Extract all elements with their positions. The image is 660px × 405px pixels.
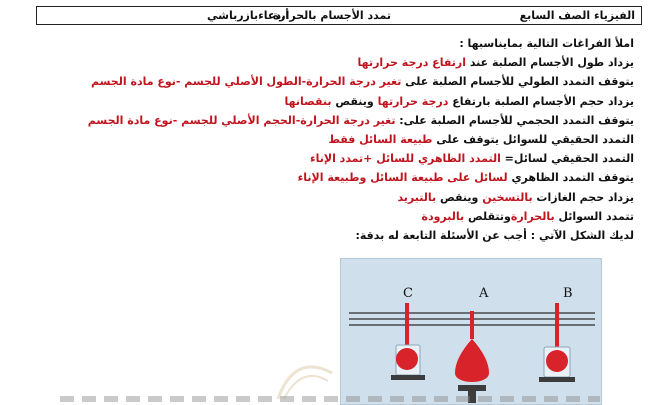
item-line [34,130,634,149]
item-question: يزداد طول الأجسام الصلبة عند [465,56,634,70]
item-question-2: وتتقلص [464,209,511,223]
item-answer: تغير درجة الحرارة-الحجم الأصلي للجسم -نوع مادة الجسم [87,113,396,127]
item-line [34,207,634,226]
item-question: التمدد الحقيقي لسائل= [500,152,634,166]
item-question: يتوقف التمدد الطولي للأجسام الصلبة على [401,75,634,89]
item-answer: درجة حرارتها [377,94,449,108]
item-answer: ارتفاع درجة حرارتها [357,56,466,70]
teacher-name: أ.دعاءبازرباشي [207,9,289,22]
item-question: التمدد الحقيقي للسوائل يتوقف على [432,132,634,146]
item-line [34,92,634,111]
item-answer-2: بالتبريد [397,190,437,204]
label-a: A [479,286,489,301]
thermal-expansion-figure [340,258,602,405]
item-answer-2: بنقصانها [284,94,332,108]
item-line [34,53,634,72]
fill-in-section [34,34,634,245]
item-question: يزداد حجم الغازات [532,190,634,204]
figure-question-line: لديك الشكل الآتي : أجب عن الأسئلة التابعة له بدقة: [355,228,634,242]
flask-b [539,303,575,382]
item-question: يزداد حجم الأجسام الصلبة بارتفاع [448,94,634,108]
item-answer: طبيعة السائل فقط [328,132,433,146]
label-c: C [403,286,413,301]
item-question-2: وينقص [331,94,378,108]
item-question: يتوقف التمدد الحجمي للأجسام الصلبة على: [395,113,634,127]
label-b: B [563,286,573,301]
instruction-line: املأ الفراغات التالية بمايناسبها : [459,37,634,50]
worksheet-header [36,6,642,25]
subject-grade: الفيزياء الصف السابع [519,9,635,22]
item-line [34,168,634,187]
item-answer: بالحرارة [510,209,555,223]
item-line [34,72,634,91]
item-answer-2: بالبرودة [421,209,465,223]
item-question: تتمدد السوائل [554,209,634,223]
item-question: يتوقف التمدد الظاهري [507,171,634,185]
item-line [34,149,634,168]
item-question-2: وينقص [436,190,483,204]
item-answer: بالتسخين [482,190,533,204]
flask-c [391,303,425,380]
item-answer: التمدد الظاهري للسائل +تمدد الإناء [310,152,501,166]
figure-drawing [341,259,602,405]
lesson-topic: تمدد الأجسام بالحرارة [272,9,391,22]
item-line [34,111,634,130]
cut-off-text-line [60,396,600,402]
item-answer: تغير درجة الحرارة-الطول الأصلي للجسم -نوع مادة الجسم [90,75,402,89]
item-line [34,188,634,207]
item-answer: لسائل على طبيعة السائل وطبيعة الإناء [297,171,508,185]
